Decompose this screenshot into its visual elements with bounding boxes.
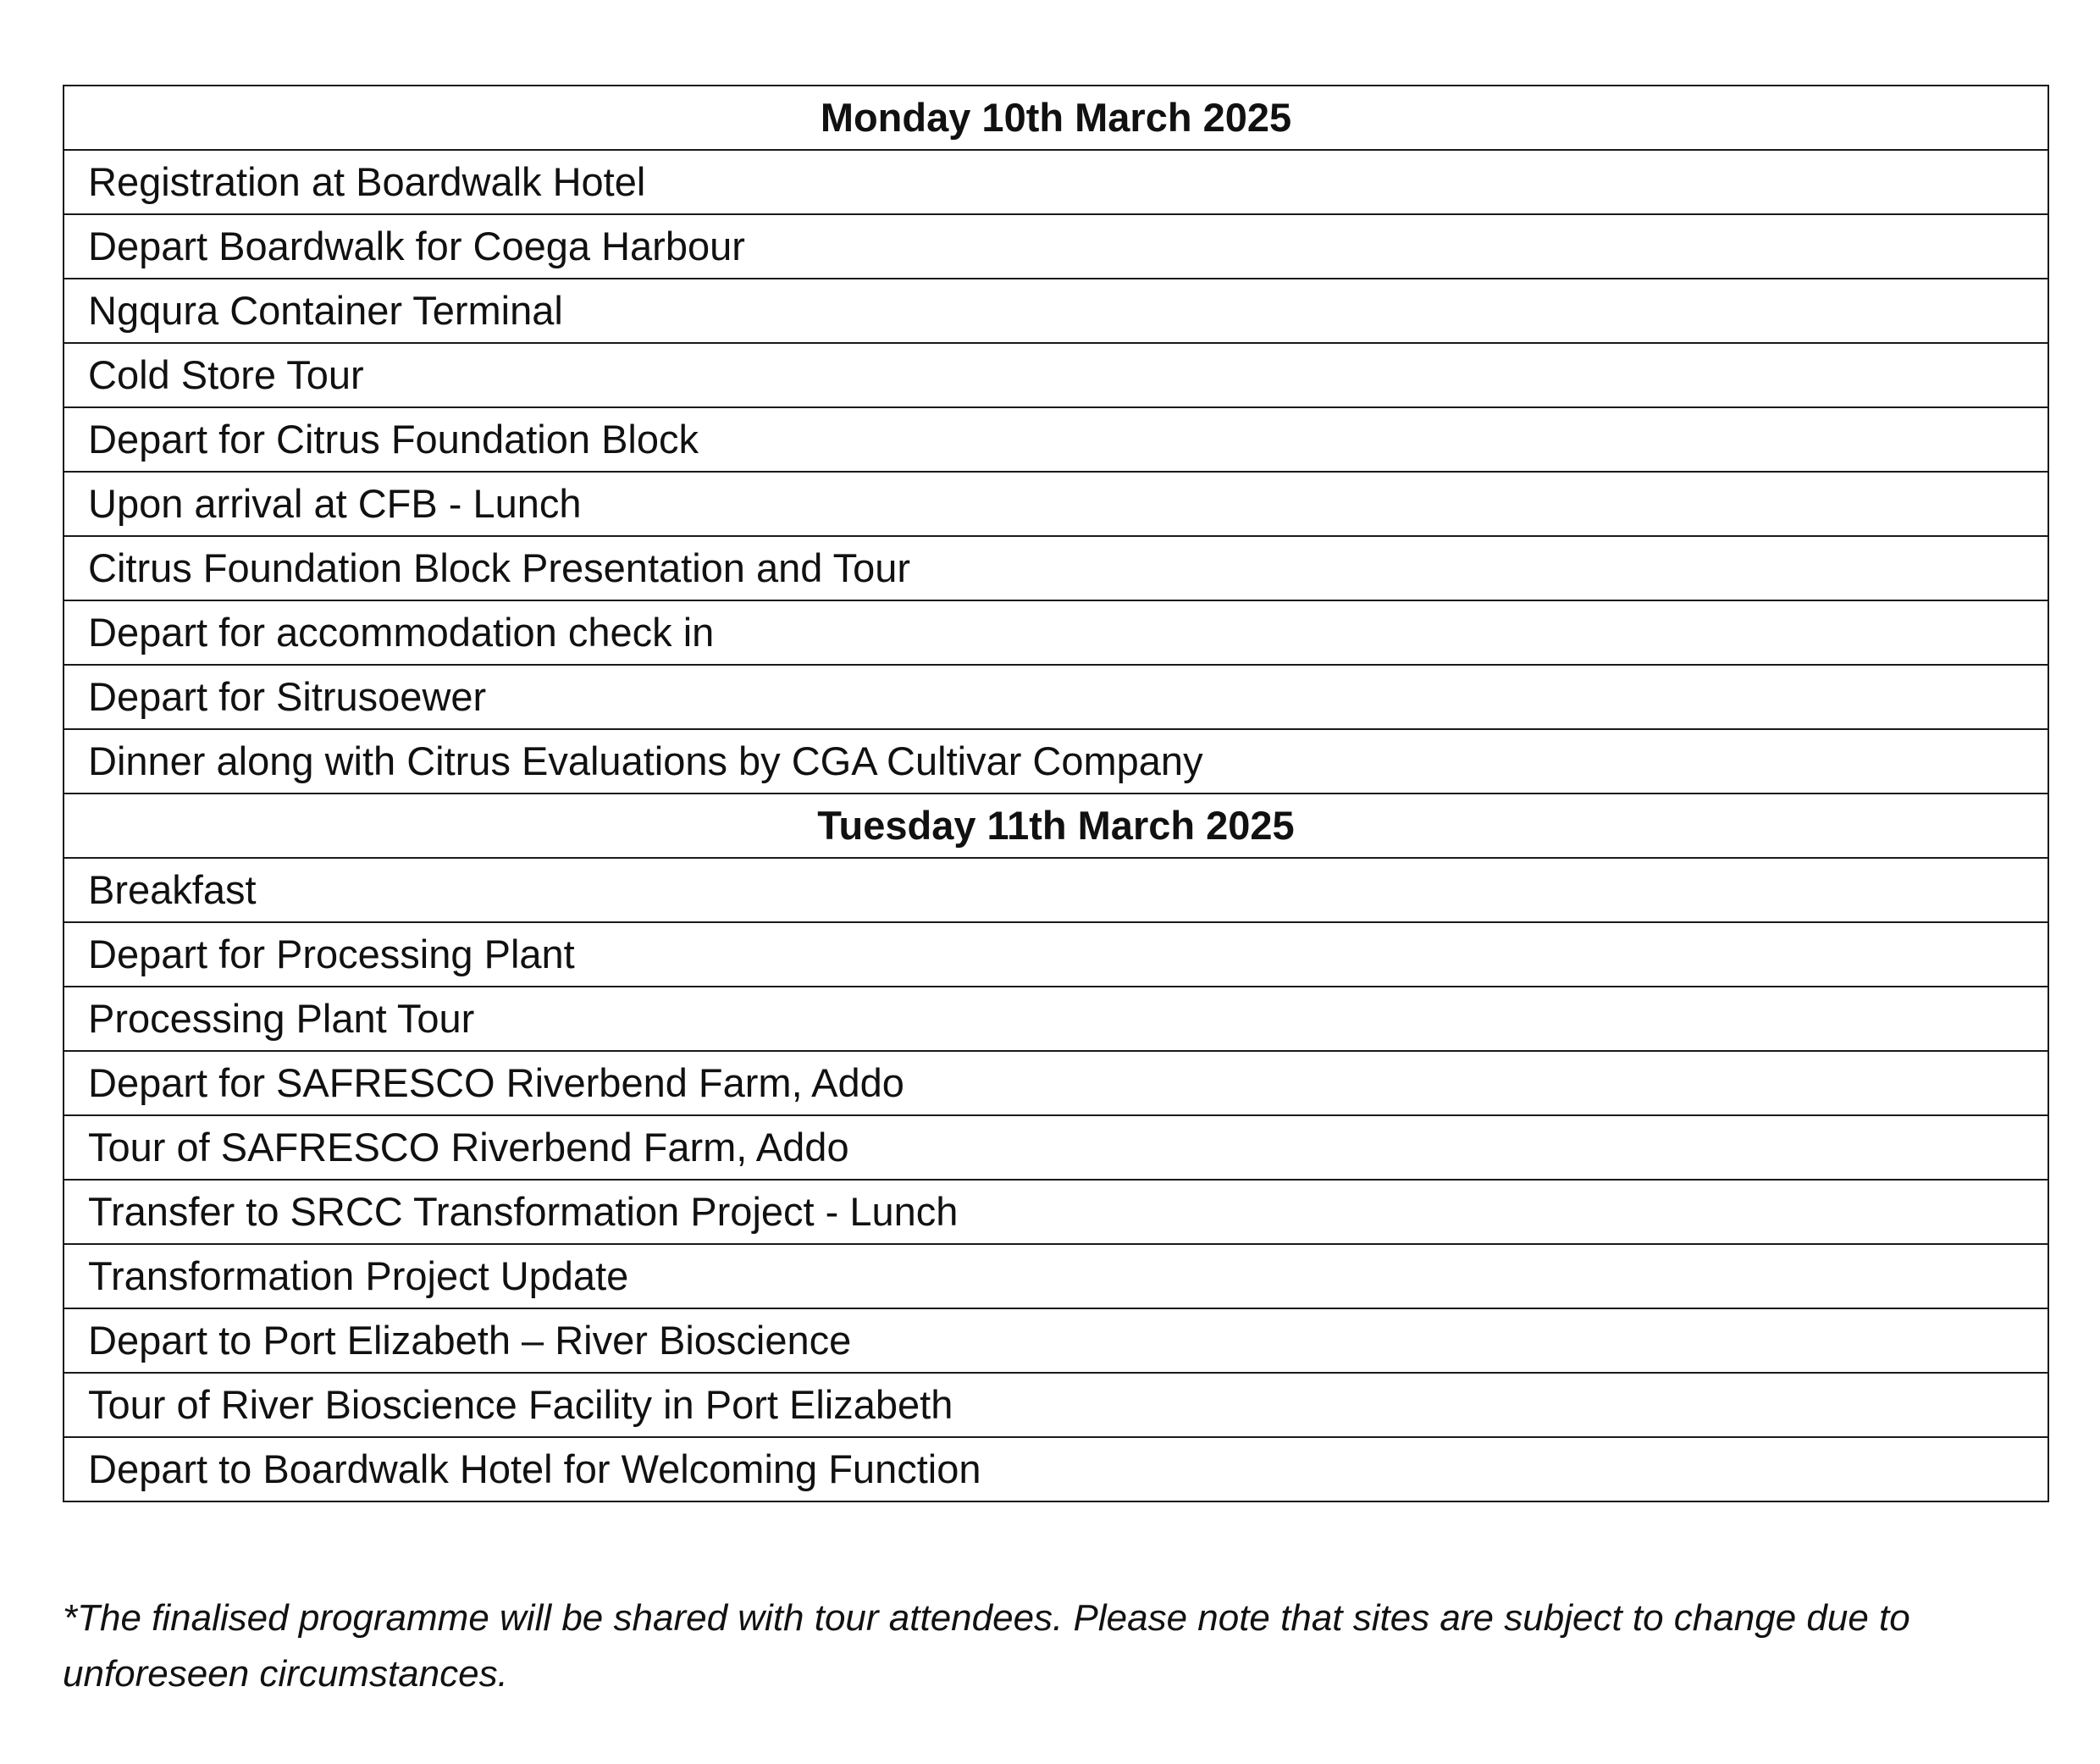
table-row [64, 600, 2048, 665]
itinerary-item: Depart for Sitrusoewer [64, 665, 2048, 729]
table-row [64, 1115, 2048, 1180]
table-row [64, 1051, 2048, 1115]
itinerary-item: Registration at Boardwalk Hotel [64, 150, 2048, 214]
itinerary-item: Tour of River Bioscience Facility in Port Elizabeth [64, 1373, 2048, 1437]
table-row [64, 858, 2048, 922]
itinerary-item: Depart for Citrus Foundation Block [64, 407, 2048, 472]
table-row [64, 1244, 2048, 1308]
table-row [64, 536, 2048, 600]
itinerary-item: Depart for Processing Plant [64, 922, 2048, 987]
table-row [64, 407, 2048, 472]
day-header-row [64, 86, 2048, 150]
table-row [64, 1373, 2048, 1437]
table-row [64, 214, 2048, 279]
itinerary-item: Cold Store Tour [64, 343, 2048, 407]
footnote: *The finalised programme will be shared with tour attendees. Please note that sites are subject to change due to unforeseen circumstances. [63, 1597, 1910, 1695]
itinerary-table [63, 85, 2049, 1502]
table-row [64, 665, 2048, 729]
table-row [64, 150, 2048, 214]
day-header-tuesday: Tuesday 11th March 2025 [64, 794, 2048, 858]
table-row [64, 922, 2048, 987]
table-row [64, 729, 2048, 794]
itinerary-item: Depart to Port Elizabeth – River Bioscience [64, 1308, 2048, 1373]
itinerary-item: Breakfast [64, 858, 2048, 922]
itinerary-item: Depart to Boardwalk Hotel for Welcoming Function [64, 1437, 2048, 1501]
itinerary-item: Transformation Project Update [64, 1244, 2048, 1308]
itinerary-item: Depart for accommodation check in [64, 600, 2048, 665]
itinerary-item: Tour of SAFRESCO Riverbend Farm, Addo [64, 1115, 2048, 1180]
day-header-row [64, 794, 2048, 858]
table-row [64, 1308, 2048, 1373]
day-header-monday: Monday 10th March 2025 [64, 86, 2048, 150]
itinerary-item: Transfer to SRCC Transformation Project - Lunch [64, 1180, 2048, 1244]
itinerary-item: Processing Plant Tour [64, 987, 2048, 1051]
itinerary-item: Citrus Foundation Block Presentation and Tour [64, 536, 2048, 600]
itinerary-item: Upon arrival at CFB - Lunch [64, 472, 2048, 536]
table-row [64, 472, 2048, 536]
itinerary-item: Depart for SAFRESCO Riverbend Farm, Addo [64, 1051, 2048, 1115]
table-row [64, 1437, 2048, 1501]
table-row [64, 1180, 2048, 1244]
itinerary-item: Dinner along with Citrus Evaluations by CGA Cultivar Company [64, 729, 2048, 794]
itinerary-item: Ngqura Container Terminal [64, 279, 2048, 343]
table-row [64, 987, 2048, 1051]
table-row [64, 279, 2048, 343]
itinerary-item: Depart Boardwalk for Coega Harbour [64, 214, 2048, 279]
table-row [64, 343, 2048, 407]
